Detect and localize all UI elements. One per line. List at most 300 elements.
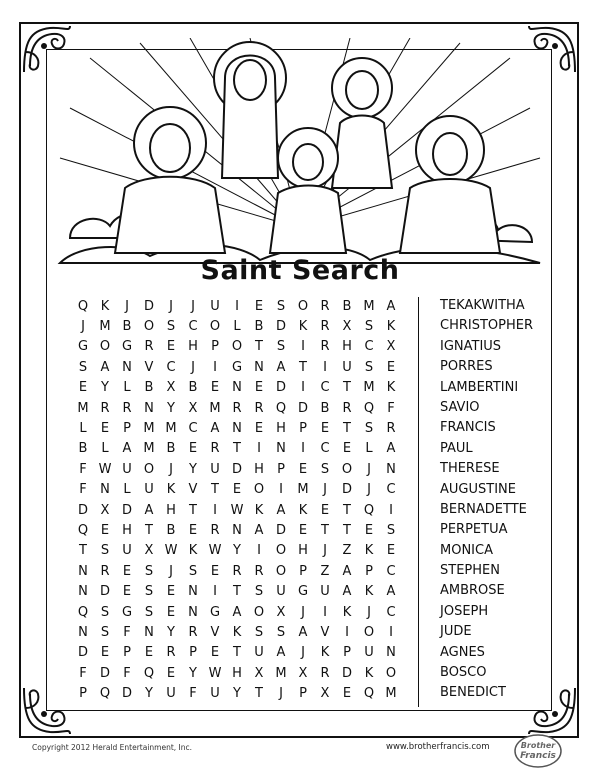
grid-letter: A [276, 359, 286, 375]
grid-letter: U [210, 686, 220, 702]
grid-letter: O [385, 665, 397, 681]
grid-letter: A [232, 604, 242, 620]
grid-letter: H [298, 543, 308, 559]
grid-letter: E [100, 522, 110, 538]
grid-letter: H [232, 665, 242, 681]
grid-letter: I [257, 543, 261, 559]
grid-letter: T [79, 543, 87, 559]
grid-letter: Y [233, 543, 241, 559]
grid-letter: K [100, 298, 110, 314]
grid-letter: O [231, 339, 243, 355]
grid-letter: E [320, 421, 330, 437]
grid-letter: T [343, 502, 351, 518]
grid-letter: E [364, 522, 374, 538]
grid-letter: R [210, 441, 220, 457]
grid-letter: S [144, 584, 154, 600]
grid-letter: X [166, 380, 176, 396]
brother-francis-logo [513, 733, 563, 769]
grid-letter: K [364, 543, 374, 559]
grid-letter: N [122, 359, 132, 375]
grid-letter: R [100, 563, 110, 579]
grid-letter: S [188, 563, 198, 579]
grid-letter: F [79, 482, 87, 498]
grid-letter: V [320, 624, 330, 640]
grid-letter: M [209, 400, 221, 416]
grid-letter: L [365, 441, 373, 457]
grid-letter: D [231, 461, 242, 477]
grid-letter: C [386, 604, 396, 620]
grid-letter: V [210, 624, 220, 640]
grid-letter: S [276, 298, 286, 314]
grid-letter: B [144, 380, 154, 396]
grid-letter: D [99, 584, 110, 600]
grid-letter: K [364, 665, 374, 681]
grid-letter: O [143, 461, 155, 477]
grid-letter: U [254, 645, 264, 661]
grid-letter: P [299, 686, 307, 702]
word-list-item: PAUL [440, 440, 473, 456]
grid-letter: W [98, 461, 112, 477]
grid-letter: J [81, 319, 85, 335]
grid-letter: X [254, 665, 264, 681]
letter-grid [72, 296, 402, 704]
grid-letter: B [166, 441, 176, 457]
grid-letter: M [99, 319, 111, 335]
grid-letter: H [276, 421, 286, 437]
grid-letter: O [275, 563, 287, 579]
grid-letter: N [386, 461, 396, 477]
grid-letter: J [169, 563, 173, 579]
grid-letter: F [189, 686, 197, 702]
grid-letter: Y [189, 665, 197, 681]
grid-letter: X [276, 604, 286, 620]
grid-letter: R [320, 319, 330, 335]
grid-letter: N [78, 563, 88, 579]
grid-letter: M [165, 421, 177, 437]
grid-letter: L [123, 482, 131, 498]
grid-letter: X [100, 502, 110, 518]
grid-letter: E [144, 645, 154, 661]
grid-row [72, 296, 402, 316]
grid-letter: E [122, 584, 132, 600]
grid-letter: B [320, 400, 330, 416]
word-list-item: AMBROSE [440, 583, 505, 599]
grid-letter: A [254, 522, 264, 538]
grid-letter: J [301, 645, 305, 661]
grid-letter: U [364, 645, 374, 661]
grid-row [72, 459, 402, 479]
grid-letter: N [100, 482, 110, 498]
grid-letter: A [298, 624, 308, 640]
grid-letter: X [342, 319, 352, 335]
grid-letter: H [122, 522, 132, 538]
word-list-item: JUDE [440, 624, 472, 640]
grid-letter: J [301, 604, 305, 620]
word-list-item: BERNADETTE [440, 501, 527, 517]
grid-letter: D [77, 645, 88, 661]
svg-text:Brother: Brother [520, 741, 556, 750]
grid-letter: E [166, 604, 176, 620]
grid-letter: R [320, 339, 330, 355]
grid-letter: A [100, 359, 110, 375]
grid-letter: U [276, 584, 286, 600]
page-title: Saint Search [200, 255, 400, 286]
grid-letter: C [320, 380, 330, 396]
word-list-item: LAMBERTINI [440, 379, 519, 395]
grid-letter: T [189, 502, 197, 518]
grid-letter: N [188, 584, 198, 600]
copyright-text: Copyright 2012 Herald Entertainment, Inc. [32, 743, 193, 752]
word-list-item: TEKAKWITHA [440, 298, 525, 313]
grid-letter: E [320, 502, 330, 518]
grid-letter: I [301, 339, 305, 355]
grid-letter: R [100, 400, 110, 416]
grid-letter: D [143, 298, 154, 314]
word-list-item: BENEDICT [440, 685, 506, 701]
grid-letter: F [123, 665, 131, 681]
grid-letter: S [320, 461, 330, 477]
grid-row [72, 398, 402, 418]
grid-letter: P [123, 421, 131, 437]
grid-row [72, 541, 402, 561]
grid-letter: A [386, 298, 396, 314]
grid-letter: W [164, 543, 178, 559]
grid-letter: C [166, 359, 176, 375]
grid-row [72, 418, 402, 438]
grid-letter: R [144, 339, 154, 355]
word-list-item: CHRISTOPHER [440, 318, 534, 334]
grid-letter: G [209, 604, 221, 620]
grid-letter: P [277, 461, 285, 477]
grid-letter: M [143, 441, 155, 457]
grid-letter: A [386, 441, 396, 457]
grid-letter: D [121, 502, 132, 518]
grid-letter: T [255, 339, 263, 355]
grid-letter: Q [363, 502, 375, 518]
grid-letter: P [299, 421, 307, 437]
grid-letter: C [320, 441, 330, 457]
word-list-item: BOSCO [440, 665, 487, 681]
grid-letter: K [188, 543, 198, 559]
grid-letter: R [320, 298, 330, 314]
grid-letter: C [386, 482, 396, 498]
grid-letter: E [342, 441, 352, 457]
grid-letter: T [145, 522, 153, 538]
grid-letter: C [188, 421, 198, 437]
grid-letter: U [210, 461, 220, 477]
grid-row [72, 378, 402, 398]
grid-letter: R [188, 624, 198, 640]
grid-letter: N [386, 645, 396, 661]
grid-letter: P [211, 339, 219, 355]
grid-letter: B [254, 319, 264, 335]
grid-row [72, 602, 402, 622]
grid-letter: R [386, 421, 396, 437]
website-text: www.brotherfrancis.com [386, 742, 490, 752]
grid-letter: N [78, 584, 88, 600]
grid-letter: X [320, 686, 330, 702]
grid-letter: S [364, 359, 374, 375]
grid-letter: M [363, 298, 375, 314]
grid-letter: R [210, 522, 220, 538]
grid-letter: T [343, 522, 351, 538]
grid-letter: E [122, 563, 132, 579]
svg-text:Francis: Francis [520, 751, 556, 761]
grid-letter: C [386, 563, 396, 579]
grid-letter: T [211, 482, 219, 498]
grid-letter: N [276, 441, 286, 457]
grid-letter: L [79, 421, 87, 437]
grid-letter: H [254, 461, 264, 477]
word-list [440, 296, 533, 704]
grid-letter: R [254, 563, 264, 579]
grid-letter: E [254, 298, 264, 314]
grid-letter: I [323, 604, 327, 620]
grid-letter: S [166, 319, 176, 335]
grid-letter: J [367, 461, 371, 477]
grid-letter: M [143, 421, 155, 437]
grid-letter: O [297, 298, 309, 314]
grid-letter: Q [275, 400, 287, 416]
grid-letter: A [276, 645, 286, 661]
word-list-item: MONICA [440, 542, 493, 558]
grid-row [72, 439, 402, 459]
grid-letter: V [144, 359, 154, 375]
grid-letter: D [77, 502, 88, 518]
grid-letter: E [232, 482, 242, 498]
grid-letter: M [77, 400, 89, 416]
grid-letter: X [144, 543, 154, 559]
grid-letter: H [342, 339, 352, 355]
grid-letter: D [275, 319, 286, 335]
grid-letter: U [320, 584, 330, 600]
grid-row [72, 683, 402, 703]
grid-letter: C [188, 319, 198, 335]
grid-letter: I [279, 482, 283, 498]
grid-letter: T [255, 686, 263, 702]
grid-letter: Y [233, 686, 241, 702]
grid-letter: P [343, 645, 351, 661]
grid-letter: J [169, 298, 173, 314]
grid-row [72, 500, 402, 520]
grid-letter: D [121, 686, 132, 702]
grid-letter: J [279, 686, 283, 702]
word-list-item: PERPETUA [440, 522, 508, 538]
grid-letter: D [341, 482, 352, 498]
grid-letter: S [254, 584, 264, 600]
grid-letter: B [166, 522, 176, 538]
grid-letter: D [275, 522, 286, 538]
grid-letter: W [230, 502, 244, 518]
grid-letter: G [121, 339, 133, 355]
grid-letter: E [210, 645, 220, 661]
grid-letter: I [301, 380, 305, 396]
grid-letter: P [365, 563, 373, 579]
grid-letter: S [386, 522, 396, 538]
grid-letter: K [364, 584, 374, 600]
grid-letter: J [169, 461, 173, 477]
grid-letter: D [297, 400, 308, 416]
word-list-item: FRANCIS [440, 420, 496, 436]
grid-letter: O [341, 461, 353, 477]
grid-letter: O [363, 624, 375, 640]
grid-letter: Q [77, 604, 89, 620]
grid-letter: I [235, 298, 239, 314]
grid-letter: B [78, 441, 88, 457]
grid-letter: U [122, 543, 132, 559]
grid-letter: E [100, 645, 110, 661]
grid-letter: F [123, 624, 131, 640]
word-list-item: SAVIO [440, 399, 480, 415]
grid-letter: K [298, 319, 308, 335]
grid-letter: F [387, 400, 395, 416]
grid-letter: I [257, 441, 261, 457]
grid-letter: S [364, 421, 374, 437]
grid-letter: O [253, 482, 265, 498]
grid-letter: N [232, 522, 242, 538]
word-list-item: AUGUSTINE [440, 481, 516, 497]
grid-letter: M [363, 380, 375, 396]
grid-letter: S [78, 359, 88, 375]
grid-letter: E [166, 584, 176, 600]
grid-letter: F [79, 461, 87, 477]
grid-letter: V [188, 482, 198, 498]
grid-letter: U [166, 686, 176, 702]
word-list-item: IGNATIUS [440, 338, 502, 354]
grid-letter: E [210, 563, 220, 579]
grid-letter: W [208, 665, 222, 681]
grid-letter: P [123, 645, 131, 661]
grid-letter: E [254, 421, 264, 437]
grid-letter: T [343, 421, 351, 437]
grid-letter: G [121, 604, 133, 620]
grid-letter: M [275, 665, 287, 681]
grid-letter: Y [101, 380, 109, 396]
grid-letter: P [79, 686, 87, 702]
grid-row [72, 561, 402, 581]
grid-letter: K [254, 502, 264, 518]
grid-letter: G [231, 359, 243, 375]
grid-letter: K [232, 624, 242, 640]
grid-letter: K [320, 645, 330, 661]
grid-letter: I [301, 441, 305, 457]
grid-letter: K [386, 380, 396, 396]
grid-letter: L [101, 441, 109, 457]
grid-letter: T [233, 645, 241, 661]
word-list-item: STEPHEN [440, 563, 500, 579]
grid-letter: R [254, 400, 264, 416]
grid-letter: O [253, 604, 265, 620]
grid-letter: R [122, 400, 132, 416]
grid-letter: J [367, 482, 371, 498]
grid-letter: E [298, 461, 308, 477]
grid-letter: E [100, 421, 110, 437]
grid-letter: B [188, 380, 198, 396]
grid-row [72, 520, 402, 540]
grid-letter: P [189, 645, 197, 661]
grid-letter: S [100, 543, 110, 559]
grid-letter: I [323, 359, 327, 375]
grid-letter: G [297, 584, 309, 600]
grid-letter: O [209, 319, 221, 335]
grid-letter: U [342, 359, 352, 375]
grid-letter: R [342, 400, 352, 416]
grid-letter: O [143, 319, 155, 335]
grid-letter: N [78, 624, 88, 640]
grid-letter: T [233, 441, 241, 457]
grid-letter: C [364, 339, 374, 355]
grid-letter: Y [167, 624, 175, 640]
grid-letter: A [210, 421, 220, 437]
grid-letter: N [144, 400, 154, 416]
grid-letter: E [386, 359, 396, 375]
grid-letter: I [345, 624, 349, 640]
grid-row [72, 357, 402, 377]
grid-letter: A [122, 441, 132, 457]
grid-row [72, 663, 402, 683]
grid-letter: A [144, 502, 154, 518]
grid-letter: N [188, 604, 198, 620]
grid-letter: X [298, 665, 308, 681]
grid-letter: S [276, 339, 286, 355]
grid-letter: T [343, 380, 351, 396]
grid-letter: J [367, 604, 371, 620]
grid-letter: K [386, 319, 396, 335]
grid-letter: L [123, 380, 131, 396]
grid-letter: Z [320, 563, 330, 579]
grid-letter: G [77, 339, 89, 355]
grid-letter: I [389, 624, 393, 640]
grid-letter: M [385, 686, 397, 702]
grid-letter: J [323, 543, 327, 559]
grid-letter: E [188, 441, 198, 457]
grid-letter: L [233, 319, 241, 335]
grid-letter: S [100, 624, 110, 640]
grid-letter: S [144, 563, 154, 579]
corner-ornament-icon [525, 684, 579, 738]
grid-letter: S [276, 624, 286, 640]
grid-letter: W [208, 543, 222, 559]
grid-letter: A [342, 563, 352, 579]
grid-letter: A [386, 584, 396, 600]
grid-letter: I [389, 502, 393, 518]
grid-letter: Q [363, 400, 375, 416]
word-list-item: AGNES [440, 644, 485, 660]
grid-letter: D [275, 380, 286, 396]
grid-letter: H [166, 502, 176, 518]
grid-letter: N [144, 624, 154, 640]
grid-letter: E [254, 380, 264, 396]
grid-letter: O [99, 339, 111, 355]
grid-letter: U [122, 461, 132, 477]
grid-letter: K [298, 502, 308, 518]
grid-letter: J [323, 482, 327, 498]
grid-letter: P [299, 563, 307, 579]
grid-letter: N [232, 421, 242, 437]
grid-row [72, 643, 402, 663]
word-list-item: PORRES [440, 359, 493, 375]
grid-letter: E [78, 380, 88, 396]
grid-letter: B [342, 298, 352, 314]
grid-letter: I [213, 502, 217, 518]
grid-letter: Y [167, 400, 175, 416]
grid-letter: E [298, 522, 308, 538]
grid-letter: A [342, 584, 352, 600]
grid-letter: X [188, 400, 198, 416]
grid-letter: K [166, 482, 176, 498]
grid-letter: S [100, 604, 110, 620]
grid-letter: R [166, 645, 176, 661]
